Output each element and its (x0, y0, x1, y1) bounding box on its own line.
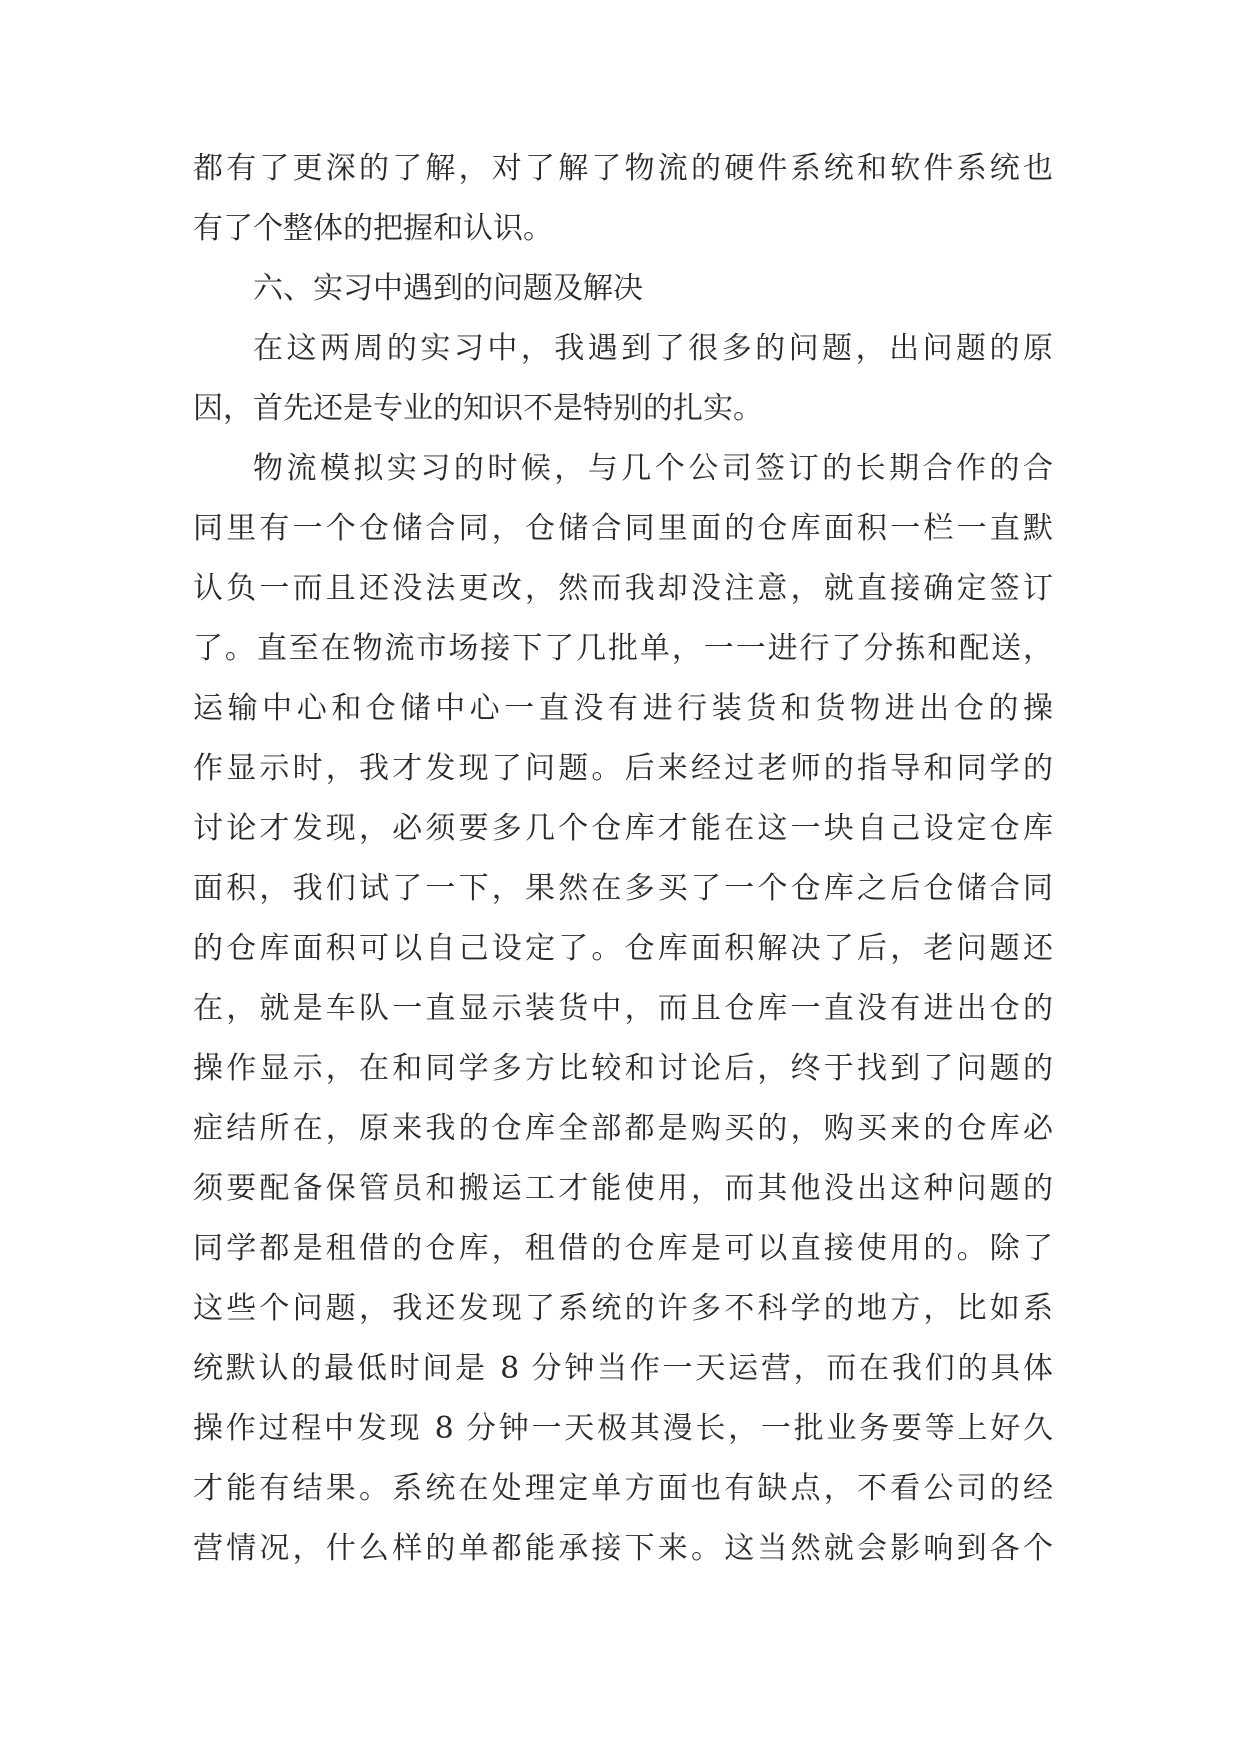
section-heading: 六、实习中遇到的问题及解决 (253, 271, 643, 306)
text-line: 营情况，什么样的单都能承接下来。这当然就会影响到各个 (193, 1531, 1053, 1566)
text-line: 同里有一个仓储合同，仓储合同里面的仓库面积一栏一直默 (193, 511, 1053, 546)
text-line: 才能有结果。系统在处理定单方面也有缺点，不看公司的经 (193, 1471, 1053, 1506)
text-line: 面积，我们试了一下，果然在多买了一个仓库之后仓储合同 (193, 871, 1053, 906)
text-line: 症结所在，原来我的仓库全部都是购买的，购买来的仓库必 (193, 1111, 1053, 1146)
text-line: 了。直至在物流市场接下了几批单，一一进行了分拣和配送， (193, 631, 1053, 666)
text-line: 作显示时，我才发现了问题。后来经过老师的指导和同学的 (193, 751, 1053, 786)
text-line: 运输中心和仓储中心一直没有进行装货和货物进出仓的操 (193, 691, 1053, 726)
text-line: 这些个问题，我还发现了系统的许多不科学的地方，比如系 (193, 1291, 1053, 1326)
text-line: 操作过程中发现 8 分钟一天极其漫长，一批业务要等上好久 (193, 1411, 1053, 1446)
text-line: 在这两周的实习中，我遇到了很多的问题，出问题的原 (253, 331, 1053, 366)
text-line: 须要配备保管员和搬运工才能使用，而其他没出这种问题的 (193, 1171, 1053, 1206)
text-line: 有了个整体的把握和认识。 (193, 211, 553, 246)
text-line: 统默认的最低时间是 8 分钟当作一天运营，而在我们的具体 (193, 1351, 1053, 1386)
text-line: 讨论才发现，必须要多几个仓库才能在这一块自己设定仓库 (193, 811, 1053, 846)
text-line: 操作显示，在和同学多方比较和讨论后，终于找到了问题的 (193, 1051, 1053, 1086)
text-line: 都有了更深的了解，对了解了物流的硬件系统和软件系统也 (193, 151, 1053, 186)
text-line: 在，就是车队一直显示装货中，而且仓库一直没有进出仓的 (193, 991, 1053, 1026)
text-line: 因，首先还是专业的知识不是特别的扎实。 (193, 391, 763, 426)
text-line: 同学都是租借的仓库，租借的仓库是可以直接使用的。除了 (193, 1231, 1053, 1266)
text-line: 认负一而且还没法更改，然而我却没注意，就直接确定签订 (193, 571, 1053, 606)
text-line: 物流模拟实习的时候，与几个公司签订的长期合作的合 (253, 451, 1053, 486)
text-line: 的仓库面积可以自己设定了。仓库面积解决了后，老问题还 (193, 931, 1053, 966)
